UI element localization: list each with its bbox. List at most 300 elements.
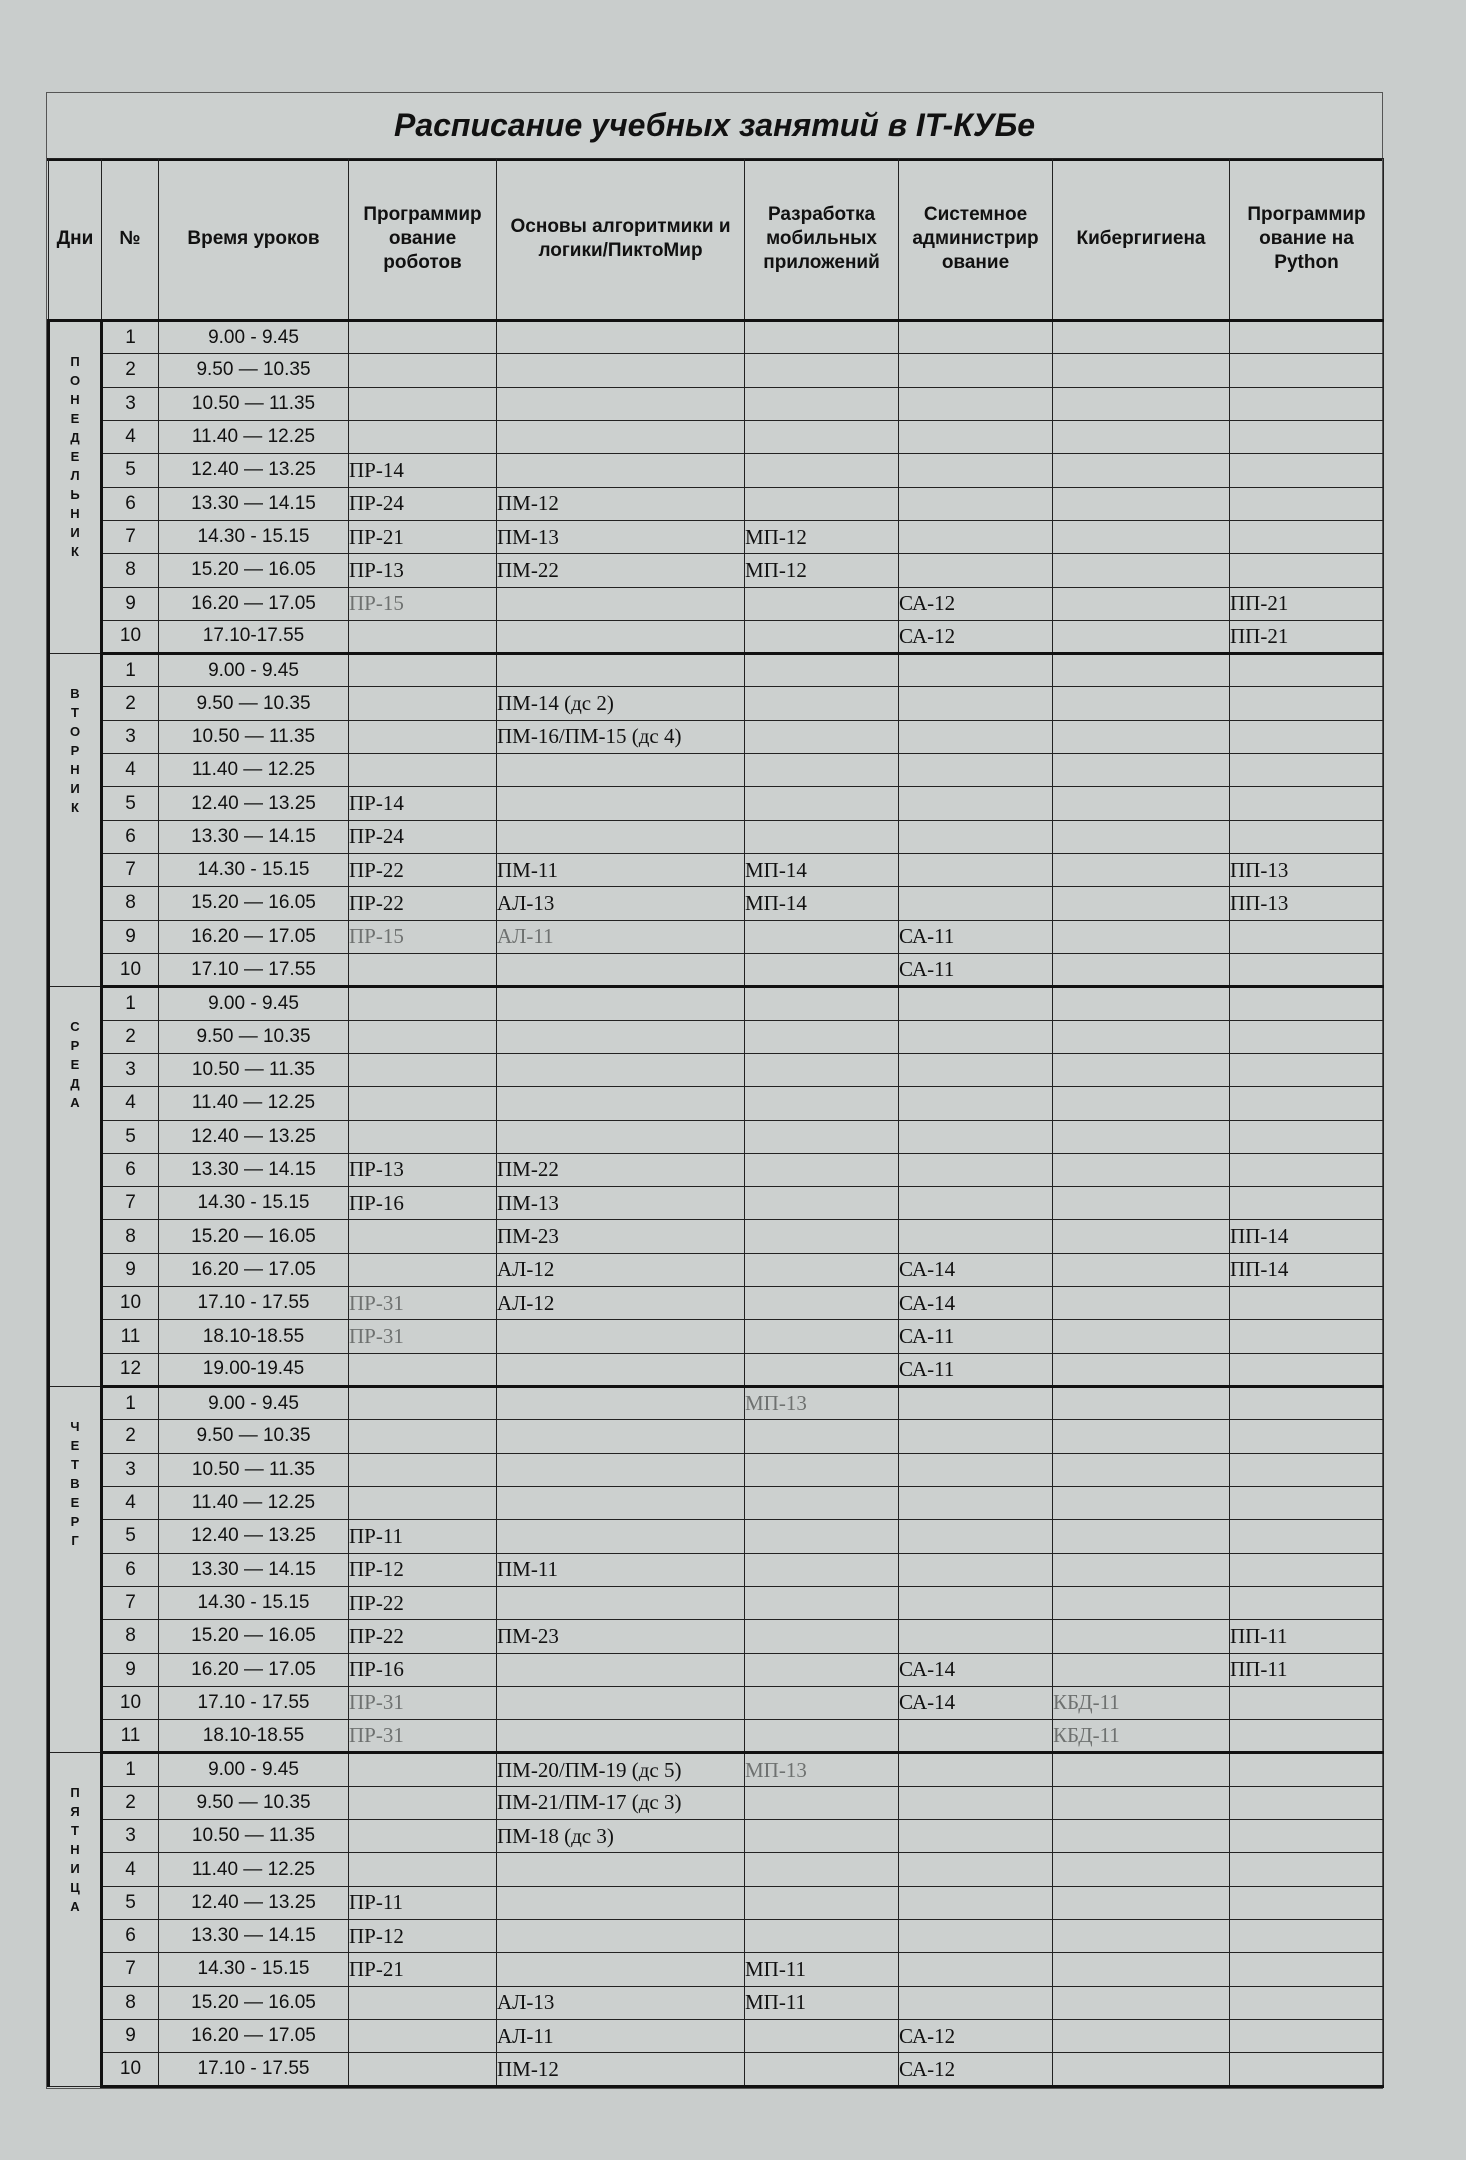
schedule-cell: СА-14 — [899, 1253, 1053, 1286]
schedule-cell — [1230, 1853, 1384, 1886]
schedule-cell — [349, 321, 497, 354]
lesson-time: 16.20 — 17.05 — [159, 587, 349, 620]
schedule-cell: ПР-16 — [349, 1653, 497, 1686]
schedule-cell — [745, 987, 899, 1020]
table-row — [49, 1986, 1384, 2019]
schedule-cell — [497, 1920, 745, 1953]
lesson-time: 17.10-17.55 — [159, 620, 349, 653]
schedule-cell — [1230, 487, 1384, 520]
lesson-time: 15.20 — 16.05 — [159, 1620, 349, 1653]
schedule-cell — [1053, 754, 1230, 787]
schedule-cell — [497, 1320, 745, 1353]
lesson-time: 10.50 — 11.35 — [159, 1053, 349, 1086]
lesson-number: 4 — [102, 1486, 159, 1519]
header-num: № — [102, 159, 159, 321]
day-name: В Т О Р Н И К — [69, 686, 81, 816]
lesson-number: 10 — [102, 620, 159, 653]
lesson-time: 17.10 - 17.55 — [159, 2053, 349, 2087]
schedule-cell — [1053, 687, 1230, 720]
lesson-time: 11.40 — 12.25 — [159, 420, 349, 453]
schedule-cell — [349, 1120, 497, 1153]
schedule-cell: АЛ-11 — [497, 2019, 745, 2052]
schedule-cell — [1230, 554, 1384, 587]
schedule-cell — [1230, 1586, 1384, 1619]
schedule-cell: ПР-16 — [349, 1187, 497, 1220]
schedule-cell — [1053, 1853, 1230, 1886]
schedule-cell: ПМ-13 — [497, 1187, 745, 1220]
schedule-cell — [349, 1253, 497, 1286]
schedule-cell — [349, 1087, 497, 1120]
schedule-cell — [1053, 1153, 1230, 1186]
lesson-number: 5 — [102, 1120, 159, 1153]
header-mobile-apps: Разработка мобильных приложений — [745, 159, 899, 321]
header-cyberhygiene: Кибергигиена — [1053, 159, 1230, 321]
table-row — [49, 1020, 1384, 1053]
lesson-time: 12.40 — 13.25 — [159, 1120, 349, 1153]
schedule-cell: СА-12 — [899, 620, 1053, 653]
schedule-cell — [899, 787, 1053, 820]
lesson-time: 13.30 — 14.15 — [159, 1553, 349, 1586]
schedule-cell — [745, 1353, 899, 1386]
schedule-cell — [1053, 1320, 1230, 1353]
schedule-cell: ПМ-11 — [497, 1553, 745, 1586]
schedule-cell — [899, 1120, 1053, 1153]
schedule-cell — [497, 587, 745, 620]
schedule-cell — [1230, 1686, 1384, 1719]
schedule-cell — [1053, 720, 1230, 753]
lesson-number: 8 — [102, 887, 159, 920]
schedule-cell — [745, 1553, 899, 1586]
schedule-cell: ПМ-14 (дс 2) — [497, 687, 745, 720]
schedule-cell — [899, 754, 1053, 787]
schedule-cell — [497, 1520, 745, 1553]
schedule-cell — [1053, 1586, 1230, 1619]
schedule-cell — [1230, 987, 1384, 1020]
lesson-time: 15.20 — 16.05 — [159, 887, 349, 920]
lesson-time: 11.40 — 12.25 — [159, 1853, 349, 1886]
lesson-number: 11 — [102, 1320, 159, 1353]
schedule-cell: СА-12 — [899, 2053, 1053, 2087]
lesson-number: 4 — [102, 754, 159, 787]
schedule-cell — [745, 454, 899, 487]
schedule-cell: АЛ-12 — [497, 1287, 745, 1320]
lesson-time: 9.00 - 9.45 — [159, 321, 349, 354]
schedule-cell — [1230, 1187, 1384, 1220]
schedule-cell — [899, 1853, 1053, 1886]
schedule-cell: ПП-21 — [1230, 587, 1384, 620]
schedule-cell — [1053, 554, 1230, 587]
schedule-cell — [745, 1020, 899, 1053]
schedule-cell — [899, 1220, 1053, 1253]
schedule-cell — [1053, 2019, 1230, 2052]
schedule-cell — [1230, 1820, 1384, 1853]
schedule-cell: ПМ-16/ПМ-15 (дс 4) — [497, 720, 745, 753]
schedule-cell — [1053, 953, 1230, 986]
day-name: Ч Е Т В Е Р Г — [70, 1419, 80, 1548]
table-row — [49, 620, 1384, 653]
schedule-cell — [745, 1220, 899, 1253]
schedule-cell: ПМ-23 — [497, 1620, 745, 1653]
schedule-cell: ПМ-18 (дс 3) — [497, 1820, 745, 1853]
schedule-cell — [349, 420, 497, 453]
schedule-cell — [1230, 1553, 1384, 1586]
lesson-time: 16.20 — 17.05 — [159, 1653, 349, 1686]
schedule-cell — [745, 487, 899, 520]
table-row — [49, 554, 1384, 587]
schedule-cell: СА-14 — [899, 1686, 1053, 1719]
schedule-cell — [349, 620, 497, 653]
lesson-time: 17.10 - 17.55 — [159, 1287, 349, 1320]
schedule-cell — [497, 354, 745, 387]
schedule-cell — [1230, 2053, 1384, 2087]
schedule-cell: ПР-14 — [349, 454, 497, 487]
schedule-cell — [349, 754, 497, 787]
schedule-cell — [899, 887, 1053, 920]
schedule-cell — [899, 1886, 1053, 1919]
table-row — [49, 687, 1384, 720]
schedule-cell — [497, 820, 745, 853]
day-label — [49, 1753, 102, 2087]
schedule-cell: КБД-11 — [1053, 1686, 1230, 1719]
schedule-cell — [497, 953, 745, 986]
schedule-cell — [1230, 1920, 1384, 1953]
lesson-time: 13.30 — 14.15 — [159, 820, 349, 853]
schedule-cell — [899, 1920, 1053, 1953]
schedule-cell — [899, 1953, 1053, 1986]
schedule-cell — [899, 720, 1053, 753]
table-row — [49, 787, 1384, 820]
lesson-number: 2 — [102, 1420, 159, 1453]
schedule-cell: ПР-15 — [349, 587, 497, 620]
schedule-cell — [899, 1753, 1053, 1786]
schedule-cell: СА-11 — [899, 1320, 1053, 1353]
lesson-number: 1 — [102, 1387, 159, 1420]
schedule-cell: ПМ-22 — [497, 1153, 745, 1186]
schedule-cell — [1230, 1053, 1384, 1086]
lesson-number: 8 — [102, 554, 159, 587]
schedule-cell — [1230, 953, 1384, 986]
lesson-number: 2 — [102, 354, 159, 387]
schedule-cell — [349, 654, 497, 687]
schedule-cell — [497, 387, 745, 420]
table-row — [49, 654, 1384, 687]
lesson-number: 2 — [102, 1786, 159, 1819]
table-row — [49, 1120, 1384, 1153]
table-row — [49, 720, 1384, 753]
table-row — [49, 953, 1384, 986]
schedule-cell: ПР-12 — [349, 1553, 497, 1586]
schedule-cell — [497, 1453, 745, 1486]
schedule-cell — [899, 387, 1053, 420]
schedule-cell — [899, 420, 1053, 453]
schedule-cell: СА-11 — [899, 953, 1053, 986]
schedule-cell — [1053, 1453, 1230, 1486]
schedule-cell — [1053, 1620, 1230, 1653]
schedule-cell — [899, 1020, 1053, 1053]
lesson-number: 1 — [102, 321, 159, 354]
schedule-cell — [1053, 1920, 1230, 1953]
lesson-number: 10 — [102, 1686, 159, 1719]
schedule-cell — [349, 387, 497, 420]
schedule-cell — [349, 687, 497, 720]
schedule-cell — [899, 654, 1053, 687]
schedule-cell — [899, 820, 1053, 853]
schedule-cell — [497, 1087, 745, 1120]
lesson-number: 12 — [102, 1353, 159, 1386]
schedule-cell — [497, 1720, 745, 1753]
lesson-time: 14.30 - 15.15 — [159, 520, 349, 553]
schedule-cell — [1230, 1453, 1384, 1486]
table-row — [49, 1720, 1384, 1753]
schedule-cell — [1053, 1020, 1230, 1053]
schedule-cell: ПМ-12 — [497, 2053, 745, 2087]
day-label — [49, 1387, 102, 1753]
schedule-cell: МП-13 — [745, 1387, 899, 1420]
schedule-cell: ПР-31 — [349, 1287, 497, 1320]
schedule-cell — [497, 1953, 745, 1986]
schedule-cell — [899, 687, 1053, 720]
schedule-cell — [349, 720, 497, 753]
header-algorithmics: Основы алгоритмики и логики/ПиктоМир — [497, 159, 745, 321]
schedule-cell — [745, 1686, 899, 1719]
schedule-cell — [745, 1087, 899, 1120]
table-row — [49, 1686, 1384, 1719]
table-row — [49, 321, 1384, 354]
table-row — [49, 587, 1384, 620]
schedule-cell — [745, 1720, 899, 1753]
schedule-cell — [349, 1053, 497, 1086]
lesson-number: 10 — [102, 1287, 159, 1320]
schedule-cell — [497, 1853, 745, 1886]
table-row — [49, 1486, 1384, 1519]
lesson-number: 1 — [102, 654, 159, 687]
schedule-cell — [1230, 1287, 1384, 1320]
schedule-cell: ПМ-22 — [497, 554, 745, 587]
schedule-cell — [745, 620, 899, 653]
schedule-cell — [1053, 820, 1230, 853]
schedule-cell — [497, 1353, 745, 1386]
schedule-cell: ПР-24 — [349, 820, 497, 853]
schedule-cell — [745, 1653, 899, 1686]
lesson-number: 8 — [102, 1620, 159, 1653]
schedule-cell: СА-12 — [899, 2019, 1053, 2052]
table-row — [49, 387, 1384, 420]
schedule-cell — [1053, 1786, 1230, 1819]
schedule-cell — [349, 1753, 497, 1786]
schedule-cell — [497, 1486, 745, 1519]
schedule-cell: ПР-14 — [349, 787, 497, 820]
schedule-cell — [1053, 1187, 1230, 1220]
schedule-cell — [745, 1820, 899, 1853]
lesson-time: 15.20 — 16.05 — [159, 1220, 349, 1253]
schedule-cell: ПР-21 — [349, 1953, 497, 1986]
schedule-cell — [1230, 1886, 1384, 1919]
table-row — [49, 1620, 1384, 1653]
schedule-cell — [497, 1120, 745, 1153]
lesson-time: 11.40 — 12.25 — [159, 754, 349, 787]
schedule-cell — [899, 554, 1053, 587]
schedule-cell — [1053, 654, 1230, 687]
schedule-cell: ПП-13 — [1230, 854, 1384, 887]
schedule-cell: ПМ-21/ПМ-17 (дс 3) — [497, 1786, 745, 1819]
schedule-cell — [745, 1786, 899, 1819]
schedule-cell — [899, 1420, 1053, 1453]
lesson-time: 18.10-18.55 — [159, 1320, 349, 1353]
schedule-cell: ПР-31 — [349, 1720, 497, 1753]
schedule-cell — [745, 1586, 899, 1619]
schedule-cell — [1230, 1753, 1384, 1786]
lesson-time: 9.00 - 9.45 — [159, 654, 349, 687]
lesson-number: 5 — [102, 1520, 159, 1553]
schedule-cell: АЛ-13 — [497, 887, 745, 920]
schedule-cell — [899, 1087, 1053, 1120]
schedule-cell — [1053, 1520, 1230, 1553]
lesson-time: 12.40 — 13.25 — [159, 454, 349, 487]
schedule-cell — [1230, 354, 1384, 387]
schedule-cell — [497, 754, 745, 787]
schedule-cell — [899, 1986, 1053, 2019]
lesson-number: 8 — [102, 1986, 159, 2019]
schedule-cell — [1053, 420, 1230, 453]
lesson-number: 5 — [102, 454, 159, 487]
lesson-time: 17.10 — 17.55 — [159, 953, 349, 986]
schedule-cell — [899, 354, 1053, 387]
schedule-cell — [745, 2019, 899, 2052]
lesson-number: 8 — [102, 1220, 159, 1253]
lesson-time: 11.40 — 12.25 — [159, 1087, 349, 1120]
schedule-cell — [1230, 754, 1384, 787]
table-row — [49, 1287, 1384, 1320]
schedule-cell — [497, 454, 745, 487]
lesson-time: 10.50 — 11.35 — [159, 720, 349, 753]
schedule-cell — [745, 1187, 899, 1220]
schedule-cell — [1053, 587, 1230, 620]
schedule-cell — [1053, 1420, 1230, 1453]
schedule-cell: МП-12 — [745, 520, 899, 553]
lesson-time: 14.30 - 15.15 — [159, 854, 349, 887]
schedule-cell — [497, 1053, 745, 1086]
schedule-cell — [899, 1586, 1053, 1619]
schedule-cell — [745, 1120, 899, 1153]
lesson-number: 2 — [102, 687, 159, 720]
schedule-cell — [745, 1886, 899, 1919]
lesson-time: 10.50 — 11.35 — [159, 1453, 349, 1486]
schedule-cell — [745, 754, 899, 787]
schedule-cell — [1230, 1087, 1384, 1120]
day-name: П О Н Е Д Е Л Ь Н И К — [69, 354, 81, 559]
schedule-cell — [1053, 1220, 1230, 1253]
day-label — [49, 654, 102, 987]
lesson-time: 9.50 — 10.35 — [159, 1420, 349, 1453]
lesson-time: 13.30 — 14.15 — [159, 487, 349, 520]
schedule-cell — [497, 654, 745, 687]
lesson-time: 17.10 - 17.55 — [159, 1686, 349, 1719]
table-row — [49, 1087, 1384, 1120]
schedule-cell — [745, 654, 899, 687]
schedule-cell — [745, 820, 899, 853]
schedule-cell — [899, 987, 1053, 1020]
schedule-cell — [899, 321, 1053, 354]
schedule-cell — [1230, 321, 1384, 354]
schedule-cell — [899, 1387, 1053, 1420]
schedule-cell — [745, 920, 899, 953]
table-row — [49, 1653, 1384, 1686]
schedule-cell — [1053, 1053, 1230, 1086]
schedule-cell — [1230, 720, 1384, 753]
schedule-cell — [1230, 1720, 1384, 1753]
lesson-number: 7 — [102, 854, 159, 887]
schedule-cell — [745, 1453, 899, 1486]
schedule-cell — [497, 987, 745, 1020]
schedule-cell: СА-14 — [899, 1287, 1053, 1320]
schedule-cell — [1053, 1387, 1230, 1420]
schedule-cell: ПМ-13 — [497, 520, 745, 553]
schedule-cell: ПР-13 — [349, 1153, 497, 1186]
schedule-cell — [349, 2019, 497, 2052]
schedule-cell — [1230, 1420, 1384, 1453]
schedule-cell: ПМ-20/ПМ-19 (дс 5) — [497, 1753, 745, 1786]
schedule-cell — [1230, 387, 1384, 420]
schedule-cell: ПР-22 — [349, 1586, 497, 1619]
header-python: Программир ование на Python — [1230, 159, 1384, 321]
schedule-cell — [349, 1420, 497, 1453]
schedule-cell: ПМ-12 — [497, 487, 745, 520]
table-row — [49, 2019, 1384, 2052]
schedule-cell — [349, 1786, 497, 1819]
schedule-cell — [1053, 354, 1230, 387]
schedule-cell: ПР-31 — [349, 1686, 497, 1719]
schedule-cell — [497, 1886, 745, 1919]
schedule-cell — [1230, 520, 1384, 553]
header-row — [49, 159, 1384, 321]
table-row — [49, 1187, 1384, 1220]
schedule-cell — [745, 354, 899, 387]
schedule-cell: МП-12 — [745, 554, 899, 587]
lesson-number: 3 — [102, 720, 159, 753]
schedule-cell — [1053, 1486, 1230, 1519]
lesson-number: 5 — [102, 1886, 159, 1919]
lesson-time: 12.40 — 13.25 — [159, 787, 349, 820]
lesson-time: 13.30 — 14.15 — [159, 1920, 349, 1953]
schedule-cell — [497, 1586, 745, 1619]
schedule-cell: МП-11 — [745, 1986, 899, 2019]
lesson-time: 14.30 - 15.15 — [159, 1187, 349, 1220]
lesson-time: 9.50 — 10.35 — [159, 354, 349, 387]
schedule-cell: АЛ-12 — [497, 1253, 745, 1286]
schedule-cell — [1053, 787, 1230, 820]
schedule-cell — [745, 1520, 899, 1553]
schedule-cell — [1230, 420, 1384, 453]
schedule-cell: СА-14 — [899, 1653, 1053, 1686]
schedule-cell — [899, 1620, 1053, 1653]
schedule-cell — [899, 1153, 1053, 1186]
schedule-cell: МП-11 — [745, 1953, 899, 1986]
header-time: Время уроков — [159, 159, 349, 321]
schedule-cell — [1230, 920, 1384, 953]
schedule-cell — [497, 1420, 745, 1453]
schedule-cell: ПР-11 — [349, 1520, 497, 1553]
lesson-time: 16.20 — 17.05 — [159, 920, 349, 953]
schedule-cell — [1230, 687, 1384, 720]
schedule-cell: ПП-14 — [1230, 1220, 1384, 1253]
lesson-number: 1 — [102, 1753, 159, 1786]
table-row — [49, 820, 1384, 853]
schedule-cell — [497, 787, 745, 820]
schedule-cell: СА-12 — [899, 587, 1053, 620]
lesson-time: 9.50 — 10.35 — [159, 1020, 349, 1053]
schedule-cell: АЛ-13 — [497, 1986, 745, 2019]
lesson-time: 14.30 - 15.15 — [159, 1586, 349, 1619]
